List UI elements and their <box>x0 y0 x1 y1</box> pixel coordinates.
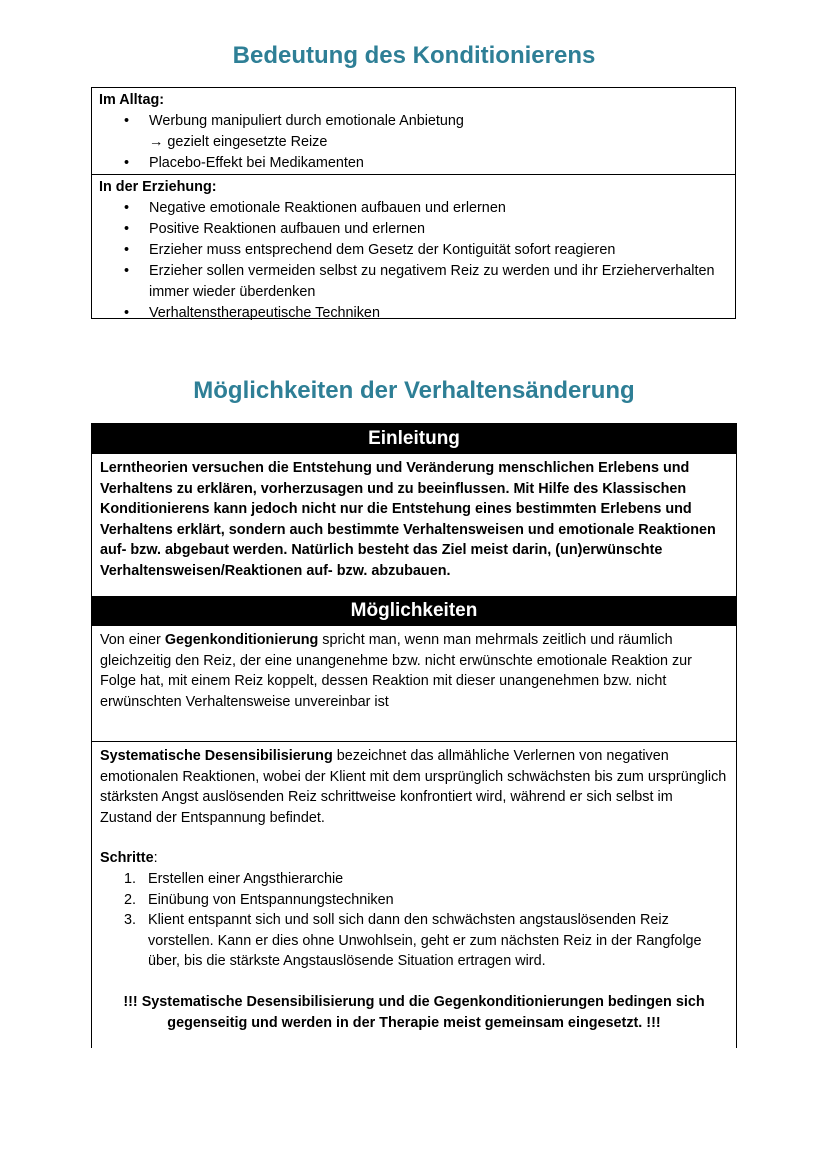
schritte-colon: : <box>153 850 158 867</box>
schritte-heading <box>100 848 728 869</box>
list-item <box>100 869 728 890</box>
list-item-text: Erzieher muss entsprechend dem Gesetz der Kontiguität sofort reagieren <box>149 242 616 258</box>
list-item-text: Erzieher sollen vermeiden selbst zu negativem Reiz zu werden und ihr Erzieherverhalten immer wieder überdenken <box>149 263 715 300</box>
bullet-icon: • <box>124 305 130 321</box>
einleitung-header: Einleitung <box>92 424 736 454</box>
desens-term: Systematische Desensibilisierung <box>100 748 333 764</box>
list-item <box>99 153 728 174</box>
list-item <box>99 111 728 132</box>
list-item-text: Verhaltenstherapeutische Techniken <box>149 305 380 321</box>
erziehung-label: In der Erziehung: <box>99 179 217 195</box>
bedeutung-table <box>91 87 736 319</box>
list-item-text: Werbung manipuliert durch emotionale Anbietung <box>149 113 464 129</box>
alltag-label: Im Alltag: <box>99 92 165 108</box>
desensibilisierung-section <box>92 742 736 1033</box>
list-item-text: Positive Reaktionen aufbauen und erlernen <box>149 221 426 237</box>
page-title-verhaltensaenderung: Möglichkeiten der Verhaltensänderung <box>193 377 635 404</box>
bullet-icon: • <box>124 155 130 171</box>
desensibilisierung-paragraph <box>100 746 728 828</box>
step-number: 3. <box>124 912 137 929</box>
einleitung-text: Lerntheorien versuchen die Entstehung und Veränderung menschlichen Erlebens und Verhaltens zu erklären, vorherzusagen und zu beeinflussen. Mit Hilfe des Klassischen Konditionierens kann jedoch nicht nur die Entstehung eines bestimmten Erlebens und Verhaltens erklärt, sondern auch bestimmte Verhaltensweisen und emotionale Reaktionen auf- bzw. abgebaut werden. Natürlich besteht das Ziel meist darin, (un)erwünschte Verhaltensweisen/Reaktionen auf- bzw. abzubauen. <box>100 460 716 579</box>
verhaltensaenderung-table <box>91 423 737 1048</box>
moeglichkeiten-header: Möglichkeiten <box>92 596 736 626</box>
schritte-label: Schritte <box>100 850 154 867</box>
step-text: Klient entspannt sich und soll sich dann den schwächsten angstauslösenden Reiz vorstellen. Kann er dies ohne Unwohlsein, geht er zum nächsten Reiz in der Rangfolge über, bis die stärkste Angstauslösende Situation ertragen wird. <box>148 912 702 970</box>
list-item <box>99 240 728 261</box>
bullet-icon: • <box>124 113 130 129</box>
alltag-section <box>92 88 735 174</box>
list-item <box>99 261 728 303</box>
gegen-text: spricht man, wenn man mehrmals zeitlich und räumlich gleichzeitig den Reiz, der eine unangenehme bzw. nicht erwünschte emotionale Reaktion zur Folge hat, mit einem Reiz koppelt, dessen Reaktion mit dieser unangenehmen bzw. nicht erwünschten Verhaltensweise unvereinbar ist <box>100 632 692 710</box>
step-number: 2. <box>124 891 137 908</box>
list-item <box>100 890 728 911</box>
erziehung-list <box>99 198 728 324</box>
bullet-icon: • <box>124 221 130 237</box>
gegen-pre: Von einer <box>100 632 165 648</box>
list-item <box>99 303 728 324</box>
bullet-icon: • <box>124 200 130 216</box>
list-item <box>100 910 728 972</box>
gegenkonditionierung-paragraph <box>92 626 736 742</box>
list-item-text: Placebo-Effekt bei Medikamenten <box>149 155 364 171</box>
page-title-bedeutung: Bedeutung des Konditionierens <box>232 42 596 69</box>
step-number: 1. <box>124 870 137 887</box>
list-item-subtext: → gezielt eingesetzte Reize <box>149 134 328 150</box>
bullet-icon: • <box>124 242 130 258</box>
list-item <box>99 219 728 240</box>
schritte-list <box>100 869 728 972</box>
step-text: Erstellen einer Angsthierarchie <box>148 870 344 887</box>
alltag-list <box>99 111 728 174</box>
list-item <box>99 198 728 219</box>
desens-text: bezeichnet das allmähliche Verlernen von negativen emotionalen Reaktionen, wobei der Klient mit dem ursprünglich schwächsten bis zum ursprünglich stärksten Angst auslösenden Reiz schrittweise konfrontiert wird, während er sich selbst im Zustand der Entspannung befindet. <box>100 748 727 826</box>
list-item-sub <box>99 132 728 153</box>
erziehung-section <box>92 174 735 324</box>
list-item-text: Negative emotionale Reaktionen aufbauen und erlernen <box>149 200 506 216</box>
bullet-icon: • <box>124 263 130 279</box>
step-text: Einübung von Entspannungstechniken <box>148 891 394 908</box>
gegen-term: Gegenkonditionierung <box>164 632 319 648</box>
therapy-note: !!! Systematische Desensibilisierung und die Gegenkonditionierungen bedingen sich gegenseitig und werden in der Therapie meist gemeinsam eingesetzt. !!! <box>123 993 705 1031</box>
